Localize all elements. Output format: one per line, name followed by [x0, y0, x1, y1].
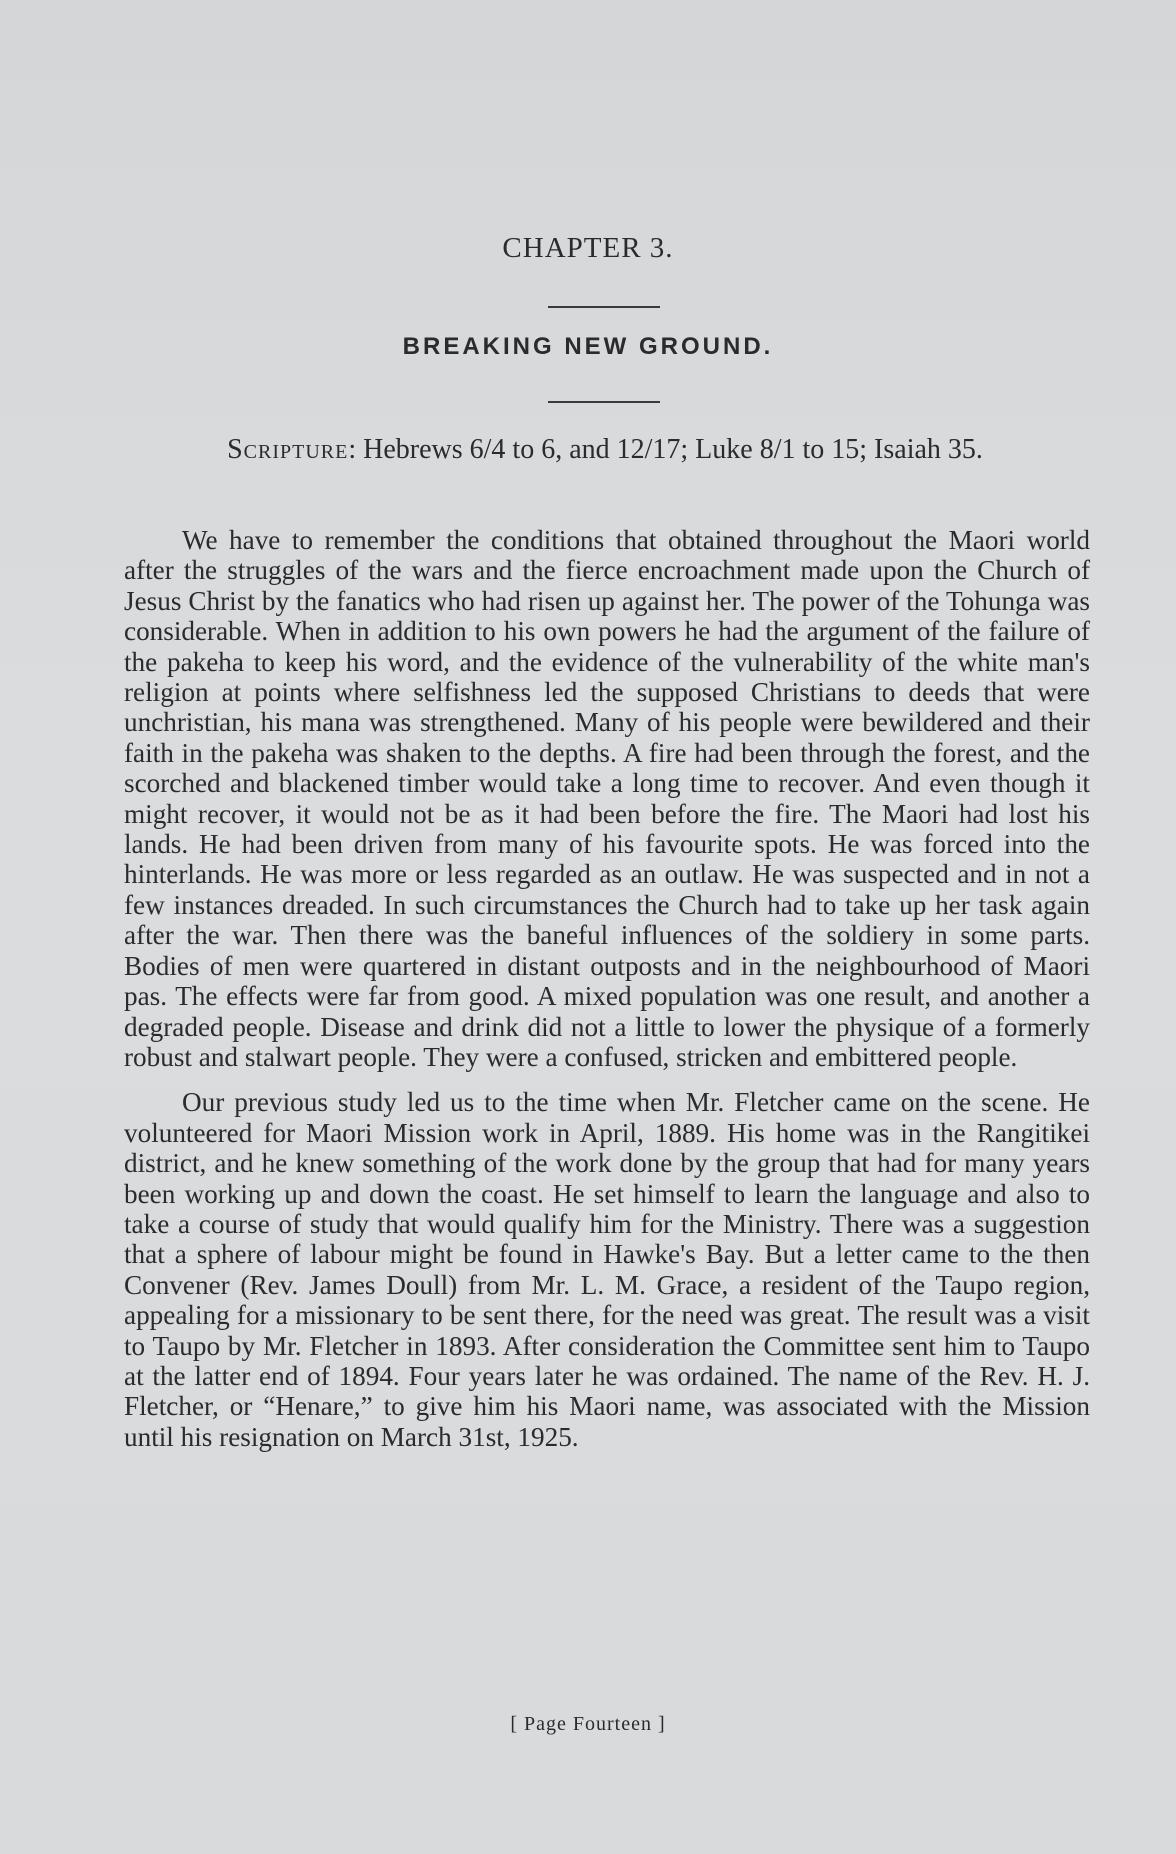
divider-rule [548, 401, 660, 403]
body-text [124, 525, 1090, 1467]
scripture-reference [120, 432, 1090, 467]
scripture-label: Scripture [227, 434, 349, 465]
chapter-heading: CHAPTER 3. [502, 232, 674, 264]
paragraph: Our previous study led us to the time when Mr. Fletcher came on the scene. He volunteered for Maori Mission work in April, 1889. His home was in the Rangitikei district, and he knew something of the work done by the group that had for many years been working up and down the coast. He set himself to learn the language and also to take a course of study that would qualify him for the Ministry. There was a suggestion that a sphere of labour might be found in Hawke's Bay. But a letter came to the then Convener (Rev. James Doull) from Mr. L. M. Grace, a resident of the Taupo region, appealing for a missionary to be sent there, for the need was great. The result was a visit to Taupo by Mr. Fletcher in 1893. After consideration the Committee sent him to Taupo at the latter end of 1894. Four years later he was ordained. The name of the Rev. H. J. Fletcher, or “Henare,” to give him his Maori name, was associated with the Mission until his resignation on March 31st, 1925. [124, 1087, 1090, 1452]
section-title: BREAKING NEW GROUND. [402, 333, 774, 360]
paragraph: We have to remember the conditions that obtained throughout the Maori world after the struggles of the wars and the fierce encroachment made upon the Church of Jesus Christ by the fanatics who had risen up against her. The power of the Tohunga was considerable. When in addition to his own powers he had the argument of the failure of the pakeha to keep his word, and the evidence of the vulnerability of the white man's religion at points where selfishness led the supposed Christians to deeds that were unchristian, his mana was strengthened. Many of his people were bewildered and their faith in the pakeha was shaken to the depths. A fire had been through the forest, and the scorched and blackened timber would take a long time to recover. And even though it might recover, it would not be as it had been before the fire. The Maori had lost his lands. He had been driven from many of his favourite spots. He was forced into the hinterlands. He was more or less regarded as an outlaw. He was suspected and in not a few instances dreaded. In such circumstances the Church had to take up her task again after the war. Then there was the baneful influences of the soldiery in some parts. Bodies of men were quartered in distant outposts and in the neighbourhood of Maori pas. The effects were far from good. A mixed population was one result, and another a degraded people. Disease and drink did not a little to lower the physique of a formerly robust and stalwart people. They were a confused, stricken and embittered people. [124, 525, 1090, 1072]
page-footer: [ Page Fourteen ] [510, 1713, 666, 1735]
scripture-text: : Hebrews 6/4 to 6, and 12/17; Luke 8/1 to 15; Isaiah 35. [348, 434, 983, 465]
divider-rule [548, 306, 660, 308]
